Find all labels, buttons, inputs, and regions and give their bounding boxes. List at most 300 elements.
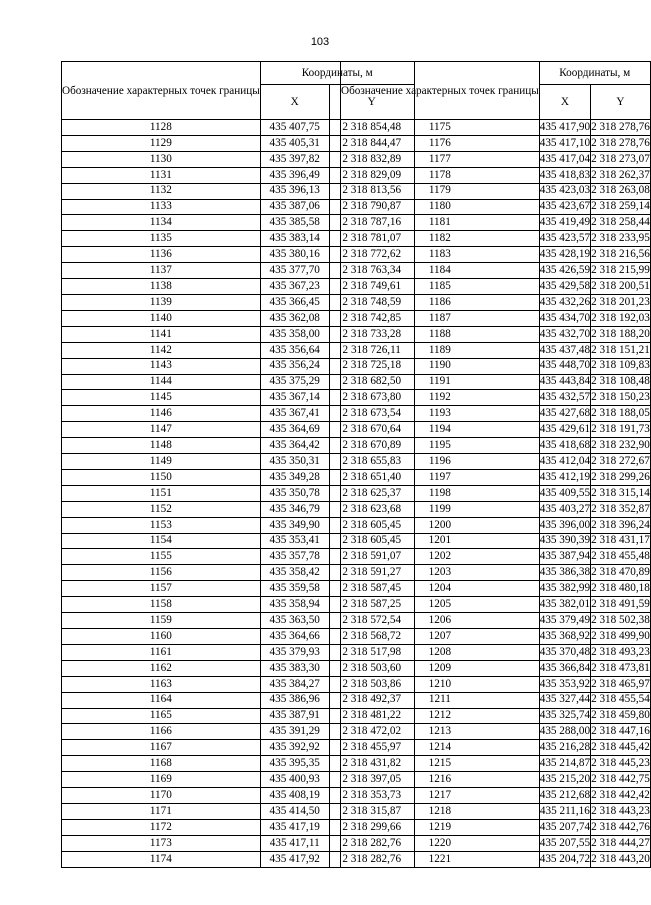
x-coordinate-cell: 435 428,19 xyxy=(539,247,590,263)
point-number-cell: 1196 xyxy=(341,454,540,470)
point-number-cell: 1180 xyxy=(341,199,540,215)
x-coordinate-cell: 435 353,41 xyxy=(260,533,329,549)
y-coordinate-cell: 2 318 444,27 xyxy=(591,835,651,851)
x-coordinate-cell: 435 395,35 xyxy=(260,756,329,772)
point-number-cell: 1182 xyxy=(341,231,540,247)
y-coordinate-cell: 2 318 480,18 xyxy=(591,581,651,597)
point-number-cell: 1154 xyxy=(62,533,261,549)
y-coordinate-cell: 2 318 568,72 xyxy=(329,629,414,645)
x-coordinate-cell: 435 417,92 xyxy=(260,851,329,867)
x-coordinate-cell: 435 396,49 xyxy=(260,167,329,183)
point-number-cell: 1201 xyxy=(341,533,540,549)
x-coordinate-cell: 435 426,59 xyxy=(539,263,590,279)
table-row xyxy=(341,597,651,613)
table-row xyxy=(341,835,651,851)
point-number-cell: 1202 xyxy=(341,549,540,565)
point-number-cell: 1142 xyxy=(62,342,261,358)
y-coordinate-cell: 2 318 442,75 xyxy=(591,772,651,788)
x-coordinate-cell: 435 423,67 xyxy=(539,199,590,215)
x-coordinate-cell: 435 349,28 xyxy=(260,469,329,485)
table-row xyxy=(341,788,651,804)
table-row xyxy=(341,120,651,136)
y-coordinate-cell: 2 318 465,97 xyxy=(591,676,651,692)
x-coordinate-cell: 435 288,00 xyxy=(539,724,590,740)
y-coordinate-cell: 2 318 813,56 xyxy=(329,183,414,199)
x-coordinate-cell: 435 432,70 xyxy=(539,326,590,342)
x-coordinate-cell: 435 350,78 xyxy=(260,485,329,501)
point-number-cell: 1136 xyxy=(62,247,261,263)
table-row xyxy=(341,581,651,597)
x-coordinate-cell: 435 370,48 xyxy=(539,644,590,660)
y-coordinate-cell: 2 318 748,59 xyxy=(329,294,414,310)
y-coordinate-cell: 2 318 192,03 xyxy=(591,310,651,326)
point-number-cell: 1221 xyxy=(341,851,540,867)
table-row xyxy=(341,279,651,295)
point-number-cell: 1192 xyxy=(341,390,540,406)
x-coordinate-cell: 435 363,50 xyxy=(260,613,329,629)
y-coordinate-cell: 2 318 455,97 xyxy=(329,740,414,756)
y-coordinate-cell: 2 318 605,45 xyxy=(329,533,414,549)
point-number-cell: 1143 xyxy=(62,358,261,374)
table-row xyxy=(341,756,651,772)
table-row xyxy=(341,294,651,310)
x-coordinate-cell: 435 386,96 xyxy=(260,692,329,708)
point-number-cell: 1170 xyxy=(62,788,261,804)
y-coordinate-cell: 2 318 455,54 xyxy=(591,692,651,708)
table-row xyxy=(341,533,651,549)
table-row xyxy=(341,819,651,835)
table-row xyxy=(341,501,651,517)
point-number-cell: 1156 xyxy=(62,565,261,581)
y-coordinate-cell: 2 318 790,87 xyxy=(329,199,414,215)
table-row xyxy=(341,342,651,358)
point-number-cell: 1179 xyxy=(341,183,540,199)
x-coordinate-cell: 435 359,58 xyxy=(260,581,329,597)
x-coordinate-cell: 435 368,92 xyxy=(539,629,590,645)
point-number-cell: 1173 xyxy=(62,835,261,851)
y-coordinate-cell: 2 318 188,20 xyxy=(591,326,651,342)
x-coordinate-cell: 435 386,38 xyxy=(539,565,590,581)
x-coordinate-cell: 435 396,00 xyxy=(539,517,590,533)
y-coordinate-cell: 2 318 272,67 xyxy=(591,454,651,470)
table-row xyxy=(341,406,651,422)
x-coordinate-cell: 435 366,45 xyxy=(260,294,329,310)
y-coordinate-cell: 2 318 499,90 xyxy=(591,629,651,645)
point-number-cell: 1172 xyxy=(62,819,261,835)
y-coordinate-cell: 2 318 109,83 xyxy=(591,358,651,374)
y-coordinate-cell: 2 318 455,48 xyxy=(591,549,651,565)
y-coordinate-cell: 2 318 315,87 xyxy=(329,803,414,819)
y-coordinate-cell: 2 318 447,16 xyxy=(591,724,651,740)
x-coordinate-cell: 435 377,70 xyxy=(260,263,329,279)
table-row xyxy=(341,199,651,215)
table-row xyxy=(341,454,651,470)
point-number-cell: 1216 xyxy=(341,772,540,788)
x-coordinate-cell: 435 412,19 xyxy=(539,469,590,485)
y-coordinate-cell: 2 318 503,60 xyxy=(329,660,414,676)
y-coordinate-cell: 2 318 492,37 xyxy=(329,692,414,708)
table-row xyxy=(341,469,651,485)
table-row xyxy=(341,851,651,867)
point-number-cell: 1137 xyxy=(62,263,261,279)
header-coordinates: Координаты, м xyxy=(260,62,414,85)
point-number-cell: 1148 xyxy=(62,438,261,454)
y-coordinate-cell: 2 318 651,40 xyxy=(329,469,414,485)
point-number-cell: 1219 xyxy=(341,819,540,835)
y-coordinate-cell: 2 318 591,27 xyxy=(329,565,414,581)
y-coordinate-cell: 2 318 233,95 xyxy=(591,231,651,247)
table-row xyxy=(341,151,651,167)
table-row xyxy=(341,740,651,756)
point-number-cell: 1155 xyxy=(62,549,261,565)
y-coordinate-cell: 2 318 262,37 xyxy=(591,167,651,183)
table-row xyxy=(341,215,651,231)
y-coordinate-cell: 2 318 470,89 xyxy=(591,565,651,581)
x-coordinate-cell: 435 443,84 xyxy=(539,374,590,390)
header-x: X xyxy=(260,85,329,120)
x-coordinate-cell: 435 387,06 xyxy=(260,199,329,215)
point-number-cell: 1163 xyxy=(62,676,261,692)
point-number-cell: 1214 xyxy=(341,740,540,756)
point-number-cell: 1146 xyxy=(62,406,261,422)
x-coordinate-cell: 435 432,26 xyxy=(539,294,590,310)
point-number-cell: 1193 xyxy=(341,406,540,422)
point-number-cell: 1150 xyxy=(62,469,261,485)
x-coordinate-cell: 435 383,30 xyxy=(260,660,329,676)
point-number-cell: 1157 xyxy=(62,581,261,597)
y-coordinate-cell: 2 318 781,07 xyxy=(329,231,414,247)
y-coordinate-cell: 2 318 502,38 xyxy=(591,613,651,629)
x-coordinate-cell: 435 211,16 xyxy=(539,803,590,819)
point-number-cell: 1151 xyxy=(62,485,261,501)
y-coordinate-cell: 2 318 431,17 xyxy=(591,533,651,549)
header-coordinates: Координаты, м xyxy=(539,62,650,85)
y-coordinate-cell: 2 318 215,99 xyxy=(591,263,651,279)
point-number-cell: 1131 xyxy=(62,167,261,183)
y-coordinate-cell: 2 318 772,62 xyxy=(329,247,414,263)
point-number-cell: 1203 xyxy=(341,565,540,581)
y-coordinate-cell: 2 318 282,76 xyxy=(329,835,414,851)
point-number-cell: 1152 xyxy=(62,501,261,517)
y-coordinate-cell: 2 318 503,86 xyxy=(329,676,414,692)
x-coordinate-cell: 435 382,99 xyxy=(539,581,590,597)
x-coordinate-cell: 435 418,68 xyxy=(539,438,590,454)
table-row xyxy=(341,803,651,819)
x-coordinate-cell: 435 207,74 xyxy=(539,819,590,835)
point-number-cell: 1198 xyxy=(341,485,540,501)
x-coordinate-cell: 435 429,61 xyxy=(539,422,590,438)
table-row xyxy=(341,565,651,581)
point-number-cell: 1140 xyxy=(62,310,261,326)
y-coordinate-cell: 2 318 673,80 xyxy=(329,390,414,406)
x-coordinate-cell: 435 382,01 xyxy=(539,597,590,613)
coordinates-table-right xyxy=(340,61,651,868)
y-coordinate-cell: 2 318 232,90 xyxy=(591,438,651,454)
point-number-cell: 1144 xyxy=(62,374,261,390)
y-coordinate-cell: 2 318 673,54 xyxy=(329,406,414,422)
point-number-cell: 1217 xyxy=(341,788,540,804)
x-coordinate-cell: 435 364,69 xyxy=(260,422,329,438)
table-row xyxy=(341,231,651,247)
x-coordinate-cell: 435 412,04 xyxy=(539,454,590,470)
y-coordinate-cell: 2 318 282,76 xyxy=(329,851,414,867)
table-row xyxy=(341,644,651,660)
point-number-cell: 1158 xyxy=(62,597,261,613)
x-coordinate-cell: 435 357,78 xyxy=(260,549,329,565)
y-coordinate-cell: 2 318 299,66 xyxy=(329,819,414,835)
x-coordinate-cell: 435 403,27 xyxy=(539,501,590,517)
y-coordinate-cell: 2 318 278,76 xyxy=(591,120,651,136)
table-row xyxy=(341,613,651,629)
x-coordinate-cell: 435 417,19 xyxy=(260,819,329,835)
x-coordinate-cell: 435 391,29 xyxy=(260,724,329,740)
x-coordinate-cell: 435 427,68 xyxy=(539,406,590,422)
point-number-cell: 1191 xyxy=(341,374,540,390)
x-coordinate-cell: 435 417,90 xyxy=(539,120,590,136)
y-coordinate-cell: 2 318 431,82 xyxy=(329,756,414,772)
y-coordinate-cell: 2 318 353,73 xyxy=(329,788,414,804)
y-coordinate-cell: 2 318 442,76 xyxy=(591,819,651,835)
point-number-cell: 1135 xyxy=(62,231,261,247)
y-coordinate-cell: 2 318 726,11 xyxy=(329,342,414,358)
x-coordinate-cell: 435 384,27 xyxy=(260,676,329,692)
point-number-cell: 1215 xyxy=(341,756,540,772)
point-number-cell: 1169 xyxy=(62,772,261,788)
y-coordinate-cell: 2 318 397,05 xyxy=(329,772,414,788)
point-number-cell: 1213 xyxy=(341,724,540,740)
x-coordinate-cell: 435 358,42 xyxy=(260,565,329,581)
point-number-cell: 1134 xyxy=(62,215,261,231)
point-number-cell: 1139 xyxy=(62,294,261,310)
point-number-cell: 1161 xyxy=(62,644,261,660)
point-number-cell: 1159 xyxy=(62,613,261,629)
point-number-cell: 1149 xyxy=(62,454,261,470)
table-body-right xyxy=(341,120,651,868)
y-coordinate-cell: 2 318 829,09 xyxy=(329,167,414,183)
x-coordinate-cell: 435 215,20 xyxy=(539,772,590,788)
point-number-cell: 1208 xyxy=(341,644,540,660)
table-row xyxy=(341,135,651,151)
y-coordinate-cell: 2 318 273,07 xyxy=(591,151,651,167)
point-number-cell: 1188 xyxy=(341,326,540,342)
y-coordinate-cell: 2 318 443,23 xyxy=(591,803,651,819)
point-number-cell: 1212 xyxy=(341,708,540,724)
x-coordinate-cell: 435 419,49 xyxy=(539,215,590,231)
x-coordinate-cell: 435 364,42 xyxy=(260,438,329,454)
x-coordinate-cell: 435 437,48 xyxy=(539,342,590,358)
table-row xyxy=(341,183,651,199)
point-number-cell: 1204 xyxy=(341,581,540,597)
y-coordinate-cell: 2 318 787,16 xyxy=(329,215,414,231)
point-number-cell: 1132 xyxy=(62,183,261,199)
y-coordinate-cell: 2 318 854,48 xyxy=(329,120,414,136)
point-number-cell: 1211 xyxy=(341,692,540,708)
table-row xyxy=(341,263,651,279)
point-number-cell: 1206 xyxy=(341,613,540,629)
x-coordinate-cell: 435 417,10 xyxy=(539,135,590,151)
x-coordinate-cell: 435 423,57 xyxy=(539,231,590,247)
point-number-cell: 1207 xyxy=(341,629,540,645)
point-number-cell: 1210 xyxy=(341,676,540,692)
y-coordinate-cell: 2 318 481,22 xyxy=(329,708,414,724)
table-row xyxy=(341,374,651,390)
y-coordinate-cell: 2 318 844,47 xyxy=(329,135,414,151)
table-row xyxy=(341,438,651,454)
y-coordinate-cell: 2 318 216,56 xyxy=(591,247,651,263)
point-number-cell: 1147 xyxy=(62,422,261,438)
x-coordinate-cell: 435 407,75 xyxy=(260,120,329,136)
x-coordinate-cell: 435 417,04 xyxy=(539,151,590,167)
table-row xyxy=(341,390,651,406)
x-coordinate-cell: 435 358,00 xyxy=(260,326,329,342)
y-coordinate-cell: 2 318 682,50 xyxy=(329,374,414,390)
x-coordinate-cell: 435 387,94 xyxy=(539,549,590,565)
x-coordinate-cell: 435 358,94 xyxy=(260,597,329,613)
x-coordinate-cell: 435 350,31 xyxy=(260,454,329,470)
x-coordinate-cell: 435 367,23 xyxy=(260,279,329,295)
point-number-cell: 1205 xyxy=(341,597,540,613)
table-row xyxy=(341,660,651,676)
point-number-cell: 1133 xyxy=(62,199,261,215)
y-coordinate-cell: 2 318 442,42 xyxy=(591,788,651,804)
x-coordinate-cell: 435 356,64 xyxy=(260,342,329,358)
point-number-cell: 1199 xyxy=(341,501,540,517)
table-row xyxy=(341,676,651,692)
table-row xyxy=(341,692,651,708)
x-coordinate-cell: 435 204,72 xyxy=(539,851,590,867)
y-coordinate-cell: 2 318 591,07 xyxy=(329,549,414,565)
table-row xyxy=(341,247,651,263)
y-coordinate-cell: 2 318 832,89 xyxy=(329,151,414,167)
table-row xyxy=(341,629,651,645)
x-coordinate-cell: 435 387,91 xyxy=(260,708,329,724)
y-coordinate-cell: 2 318 263,08 xyxy=(591,183,651,199)
header-y: Y xyxy=(591,85,651,120)
header-designation: Обозначение характерных точек границы xyxy=(62,62,261,120)
y-coordinate-cell: 2 318 258,44 xyxy=(591,215,651,231)
x-coordinate-cell: 435 366,84 xyxy=(539,660,590,676)
x-coordinate-cell: 435 434,70 xyxy=(539,310,590,326)
x-coordinate-cell: 435 356,24 xyxy=(260,358,329,374)
y-coordinate-cell: 2 318 623,68 xyxy=(329,501,414,517)
y-coordinate-cell: 2 318 725,18 xyxy=(329,358,414,374)
x-coordinate-cell: 435 429,58 xyxy=(539,279,590,295)
x-coordinate-cell: 435 423,03 xyxy=(539,183,590,199)
point-number-cell: 1145 xyxy=(62,390,261,406)
y-coordinate-cell: 2 318 445,23 xyxy=(591,756,651,772)
point-number-cell: 1162 xyxy=(62,660,261,676)
y-coordinate-cell: 2 318 188,05 xyxy=(591,406,651,422)
point-number-cell: 1190 xyxy=(341,358,540,374)
y-coordinate-cell: 2 318 352,87 xyxy=(591,501,651,517)
table-row xyxy=(341,310,651,326)
x-coordinate-cell: 435 214,87 xyxy=(539,756,590,772)
x-coordinate-cell: 435 353,92 xyxy=(539,676,590,692)
point-number-cell: 1175 xyxy=(341,120,540,136)
point-number-cell: 1141 xyxy=(62,326,261,342)
header-x: X xyxy=(539,85,590,120)
x-coordinate-cell: 435 325,74 xyxy=(539,708,590,724)
y-coordinate-cell: 2 318 191,73 xyxy=(591,422,651,438)
x-coordinate-cell: 435 327,44 xyxy=(539,692,590,708)
y-coordinate-cell: 2 318 259,14 xyxy=(591,199,651,215)
y-coordinate-cell: 2 318 763,34 xyxy=(329,263,414,279)
point-number-cell: 1195 xyxy=(341,438,540,454)
x-coordinate-cell: 435 414,50 xyxy=(260,803,329,819)
x-coordinate-cell: 435 396,13 xyxy=(260,183,329,199)
table-row xyxy=(341,422,651,438)
point-number-cell: 1168 xyxy=(62,756,261,772)
point-number-cell: 1177 xyxy=(341,151,540,167)
x-coordinate-cell: 435 375,29 xyxy=(260,374,329,390)
y-coordinate-cell: 2 318 655,83 xyxy=(329,454,414,470)
point-number-cell: 1138 xyxy=(62,279,261,295)
y-coordinate-cell: 2 318 587,45 xyxy=(329,581,414,597)
point-number-cell: 1184 xyxy=(341,263,540,279)
point-number-cell: 1220 xyxy=(341,835,540,851)
y-coordinate-cell: 2 318 491,59 xyxy=(591,597,651,613)
header-designation: Обозначение характерных точек границы xyxy=(341,62,540,120)
y-coordinate-cell: 2 318 315,14 xyxy=(591,485,651,501)
table-row xyxy=(341,549,651,565)
x-coordinate-cell: 435 207,55 xyxy=(539,835,590,851)
y-coordinate-cell: 2 318 443,20 xyxy=(591,851,651,867)
header-y: Y xyxy=(329,85,414,120)
y-coordinate-cell: 2 318 108,48 xyxy=(591,374,651,390)
table-row xyxy=(341,326,651,342)
y-coordinate-cell: 2 318 587,25 xyxy=(329,597,414,613)
x-coordinate-cell: 435 409,55 xyxy=(539,485,590,501)
x-coordinate-cell: 435 448,70 xyxy=(539,358,590,374)
point-number-cell: 1186 xyxy=(341,294,540,310)
y-coordinate-cell: 2 318 670,89 xyxy=(329,438,414,454)
x-coordinate-cell: 435 379,49 xyxy=(539,613,590,629)
point-number-cell: 1185 xyxy=(341,279,540,295)
x-coordinate-cell: 435 418,83 xyxy=(539,167,590,183)
x-coordinate-cell: 435 390,39 xyxy=(539,533,590,549)
table-row xyxy=(341,485,651,501)
x-coordinate-cell: 435 346,79 xyxy=(260,501,329,517)
point-number-cell: 1171 xyxy=(62,803,261,819)
y-coordinate-cell: 2 318 396,24 xyxy=(591,517,651,533)
x-coordinate-cell: 435 367,41 xyxy=(260,406,329,422)
point-number-cell: 1165 xyxy=(62,708,261,724)
y-coordinate-cell: 2 318 605,45 xyxy=(329,517,414,533)
point-number-cell: 1153 xyxy=(62,517,261,533)
x-coordinate-cell: 435 408,19 xyxy=(260,788,329,804)
point-number-cell: 1187 xyxy=(341,310,540,326)
point-number-cell: 1160 xyxy=(62,629,261,645)
y-coordinate-cell: 2 318 733,28 xyxy=(329,326,414,342)
y-coordinate-cell: 2 318 200,51 xyxy=(591,279,651,295)
point-number-cell: 1129 xyxy=(62,135,261,151)
y-coordinate-cell: 2 318 459,80 xyxy=(591,708,651,724)
point-number-cell: 1174 xyxy=(62,851,261,867)
point-number-cell: 1166 xyxy=(62,724,261,740)
point-number-cell: 1128 xyxy=(62,120,261,136)
point-number-cell: 1167 xyxy=(62,740,261,756)
x-coordinate-cell: 435 349,90 xyxy=(260,517,329,533)
table-row xyxy=(341,708,651,724)
y-coordinate-cell: 2 318 742,85 xyxy=(329,310,414,326)
point-number-cell: 1183 xyxy=(341,247,540,263)
x-coordinate-cell: 435 397,82 xyxy=(260,151,329,167)
point-number-cell: 1176 xyxy=(341,135,540,151)
point-number-cell: 1181 xyxy=(341,215,540,231)
x-coordinate-cell: 435 432,57 xyxy=(539,390,590,406)
x-coordinate-cell: 435 379,93 xyxy=(260,644,329,660)
y-coordinate-cell: 2 318 517,98 xyxy=(329,644,414,660)
